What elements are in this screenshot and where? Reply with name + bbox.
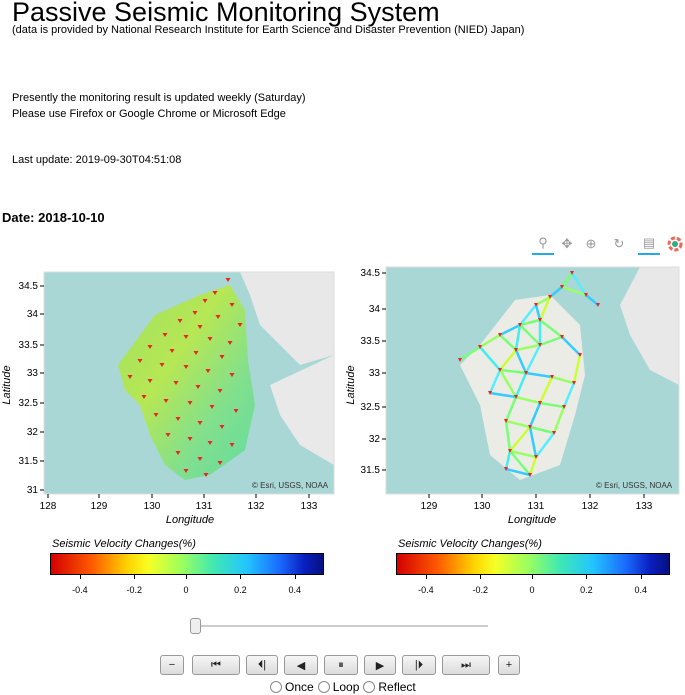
left-colorbar-tick-label: 0 [183,585,189,595]
right-colorbar-tick-label: -0.2 [472,585,489,595]
slower-button[interactable]: − [160,655,184,675]
right-map-xtick: 131 [527,501,545,512]
right-colorbar-tick-label: 0.4 [634,585,648,595]
current-date-label: Date: 2018-10-10 [2,210,105,225]
right-map-xtick: 132 [581,501,599,512]
right-map-ytick: 33 [368,368,380,379]
last-frame-button[interactable]: ⏭ [442,655,490,675]
right-map-plot[interactable] [340,265,685,535]
update-schedule-note: Presently the monitoring result is updated weekly (Saturday) [12,92,306,104]
bokeh-logo-icon[interactable] [664,233,685,255]
first-frame-button[interactable]: ⏮ [192,655,240,675]
right-colorbar-tick-mark [532,575,533,579]
left-colorbar-tick-label: 0.4 [288,585,302,595]
left-colorbar-title: Seismic Velocity Changes(%) [52,538,196,550]
left-map-ytick: 32.5 [18,398,38,409]
page-title: Passive Seismic Monitoring System [12,0,440,27]
left-colorbar-tick-label: -0.4 [72,585,88,595]
left-map-ytick: 33 [26,368,38,379]
left-colorbar-tick-mark [240,575,241,579]
browser-advice-note: Please use Firefox or Google Chrome or Microsoft Edge [12,108,286,120]
once-radio[interactable] [270,681,282,693]
left-colorbar-tick-mark [186,575,187,579]
right-map-xlabel: Longitude [507,514,557,526]
left-map-xlabel: Longitude [165,514,215,526]
pan-icon[interactable]: ✥ [561,236,573,251]
wheel-zoom-icon[interactable]: ⊕ [585,236,597,251]
right-colorbar-tick-label: 0.2 [580,585,593,595]
hover-icon[interactable]: ▤ [638,233,660,255]
right-map-ytick: 33.5 [360,336,380,347]
left-colorbar-tick-mark [295,575,296,579]
right-colorbar-tick-label: -0.4 [418,585,434,595]
right-colorbar-tick-mark [586,575,587,579]
left-map-plot[interactable] [0,265,340,535]
right-map-ytick: 34 [368,304,380,315]
left-map-ytick: 33.5 [18,340,38,351]
loop-radio[interactable] [318,681,330,693]
pause-button[interactable]: ⏸ [324,655,358,675]
play-reverse-button[interactable]: ◀ [284,655,318,675]
right-map-ylabel: Latitude [345,365,357,405]
last-update-note: Last update: 2019-09-30T04:51:08 [12,154,182,166]
left-map-attribution: © Esri, USGS, NOAA [252,481,329,490]
right-colorbar-tick-mark [426,575,427,579]
loop-mode-options [266,680,416,694]
right-map-ytick: 32 [368,434,380,445]
left-map-svg [0,265,340,530]
right-colorbar-tick-mark [480,575,481,579]
once-label: Once [285,680,314,694]
right-map-xtick: 133 [635,501,653,512]
left-map-ytick: 31.5 [18,456,38,467]
left-map-xtick: 131 [195,501,213,512]
data-source-note: (data is provided by National Research Institute for Earth Science and Disaster Prevention (NIED) Japan) [12,24,525,36]
right-colorbar-tick-mark [641,575,642,579]
left-map-ytick: 34.5 [18,281,38,292]
loop-label: Loop [332,680,360,694]
zoom-icon[interactable]: ⚲ [532,233,554,255]
date-slider-track[interactable] [196,625,488,627]
reflect-radio[interactable] [363,681,375,693]
left-colorbar-tick-label: 0.2 [234,585,247,595]
right-map-ytick: 34.5 [360,268,380,279]
left-colorbar-tick-label: -0.2 [126,585,143,595]
previous-frame-button[interactable]: ⏴| [246,655,278,675]
left-colorbar-tick-mark [134,575,135,579]
right-map-xtick: 129 [420,501,438,512]
right-map-ytick: 32.5 [360,402,380,413]
right-colorbar-title: Seismic Velocity Changes(%) [398,538,542,550]
left-map-ylabel: Latitude [1,365,13,405]
right-map-xtick: 130 [473,501,491,512]
left-map-ytick: 32 [26,427,38,438]
faster-button[interactable]: + [498,655,520,675]
reset-icon[interactable]: ↻ [613,236,625,251]
right-map-ytick: 31.5 [360,465,380,476]
right-colorbar-tick-label: 0 [529,585,535,595]
left-map-ytick: 34 [26,309,38,320]
left-map-ytick: 31 [26,485,38,496]
left-map-xtick: 130 [143,501,161,512]
left-map-xtick: 129 [90,501,108,512]
left-map-xtick: 133 [300,501,318,512]
left-map-xtick: 132 [247,501,265,512]
next-frame-button[interactable]: |⏵ [402,655,436,675]
date-slider-handle[interactable] [190,618,201,634]
left-colorbar-tick-mark [80,575,81,579]
right-map-attribution: © Esri, USGS, NOAA [596,481,673,490]
right-map-svg [340,265,685,530]
left-colorbar [50,553,324,575]
play-button[interactable]: ▶ [364,655,396,675]
reflect-label: Reflect [378,680,416,694]
left-map-xtick: 128 [39,501,57,512]
right-colorbar [396,553,670,575]
